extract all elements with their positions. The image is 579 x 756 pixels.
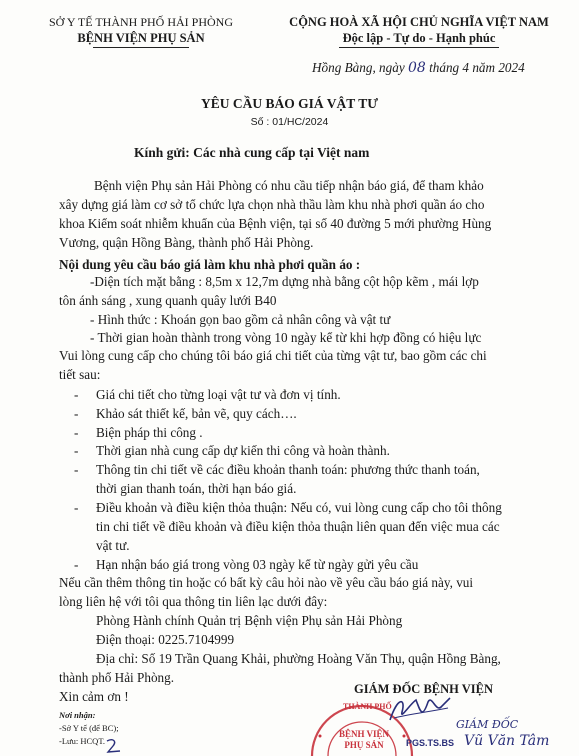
bullet-mark: - — [74, 462, 79, 477]
country-name: CỘNG HOÀ XÃ HỘI CHỦ NGHĨA VIỆT NAM — [289, 15, 549, 29]
greeting: Kính gửi: Các nhà cung cấp tại Việt nam — [134, 145, 370, 160]
section-line-2: tôn ánh sáng , xung quanh quây lưới B40 — [59, 293, 277, 308]
bullet-item: - Biện pháp thi công . — [74, 425, 203, 440]
intro-line-1: Bệnh viện Phụ sản Hải Phòng có nhu cầu tiếp nhận báo giá, để tham khảo — [94, 178, 484, 193]
bullet-continuation: tin chi tiết về điều khoản và điều kiện thỏa thuận liên quan đến việc mua các — [96, 519, 500, 534]
stamp-center-line: PHỤ SẢN — [344, 740, 384, 750]
recipient-item: -Sở Y tế (để BC); — [59, 723, 119, 733]
bullet-mark: - — [74, 406, 79, 421]
motto: Độc lập - Tự do - Hạnh phúc — [342, 31, 496, 45]
contact-phone: Điện thoại: 0225.7104999 — [96, 632, 235, 647]
intro-line-4: Vương, quận Hồng Bàng, thành phố Hải Phòng. — [59, 235, 314, 250]
date-line — [312, 58, 525, 78]
request-line-2: tiết sau: — [59, 367, 101, 382]
bullet-continuation: thời gian thanh toán, thời hạn báo giá. — [96, 481, 297, 496]
bullet-item: - Khảo sát thiết kế, bản vẽ, quy cách…. — [74, 406, 297, 421]
contact-address-2: thành phố Hải Phòng. — [59, 670, 175, 685]
header-right — [262, 14, 576, 48]
bullet-mark: - — [74, 425, 79, 440]
bullet-mark: - — [74, 500, 79, 515]
stamp-center-line: BỆNH VIỆN — [338, 729, 390, 739]
doc-number: Số : 01/HC/2024 — [250, 116, 329, 128]
signature — [384, 690, 456, 730]
request-line-1: Vui lòng cung cấp cho chúng tôi báo giá chi tiết của từng vật tư, bao gồm các chi — [59, 348, 487, 363]
bullet-item: - Giá chi tiết cho từng loại vật tư và đơn vị tính. — [74, 387, 341, 402]
date-prefix: Hồng Bàng, ngày — [312, 60, 405, 75]
contact-address-1: Địa chỉ: Số 19 Trần Quang Khải, phường Hoàng Văn Thụ, quận Hồng Bàng, — [96, 651, 501, 666]
section-title: Nội dung yêu cầu báo giá làm khu nhà phơi quần áo : — [59, 257, 361, 272]
date-suffix: tháng 4 năm 2024 — [429, 60, 525, 75]
recipient-item: -Lưu: HCQT. — [59, 736, 105, 746]
doc-title: YÊU CẦU BÁO GIÁ VẬT TƯ — [201, 96, 378, 111]
intro-line-2: xây dựng giá làm cơ sở tổ chức lựa chọn nhà thầu làm khu nhà phơi quần áo cho — [59, 197, 485, 212]
date-day: 08 — [407, 60, 426, 76]
contact-department: Phòng Hành chính Quản trị Bệnh viện Phụ sản Hải Phòng — [96, 613, 403, 628]
initials-mark — [104, 738, 126, 754]
thanks: Xin cảm ơn ! — [59, 689, 129, 704]
contact-line-2: lòng liên hệ với tôi qua thông tin liên lạc dưới đây: — [59, 594, 328, 609]
org-main: BỆNH VIỆN PHỤ SẢN — [77, 31, 205, 45]
header-left — [10, 14, 272, 48]
bullet-mark: - — [74, 387, 79, 402]
bullet-item: - Hạn nhận báo giá trong vòng 03 ngày kể từ ngày gửi yêu cầu — [74, 557, 419, 572]
contact-line-1: Nếu cần thêm thông tin hoặc có bất kỳ câu hỏi nào về yêu cầu báo giá này, vui — [59, 575, 474, 590]
section-line-1: -Diện tích mặt bằng : 8,5m x 12,7m dựng nhà bằng cột hộp kẽm , mái lợp — [90, 274, 479, 289]
bullet-mark: - — [74, 557, 79, 572]
bullet-item: - Thời gian nhà cung cấp dự kiến thi công và hoàn thành. — [74, 443, 390, 458]
motto-underline — [339, 47, 499, 48]
intro-line-3: khoa Kiểm soát nhiễm khuẩn của Bệnh viện, tại số 40 đường 5 mới phường Hùng — [59, 216, 492, 231]
org-underline — [93, 47, 189, 48]
org-top: SỞ Y TẾ THÀNH PHỐ HẢI PHÒNG — [48, 15, 233, 29]
bullet-item: - Điều khoản và điều kiện thỏa thuận: Nếu có, vui lòng cung cấp cho tôi thông — [74, 500, 502, 515]
section-line-4: - Thời gian hoàn thành trong vòng 10 ngày kể từ khi hợp đồng có hiệu lực — [90, 330, 482, 345]
bullet-mark: - — [74, 443, 79, 458]
stamp-top-text: THÀNH PHỐ — [343, 702, 392, 711]
signer-title: GIÁM ĐỐC BỆNH VIỆN — [354, 682, 494, 696]
handwritten-title: GIÁM ĐỐC — [456, 718, 519, 731]
section-line-3: - Hình thức : Khoán gọn bao gồm cả nhân công và vật tư — [90, 312, 391, 327]
bullet-continuation: vật tư. — [96, 538, 130, 553]
recipients-label: Nơi nhận: — [59, 710, 96, 720]
signer-name: Vũ Văn Tâm — [464, 733, 550, 749]
bullet-item: - Thông tin chi tiết về các điều khoản thanh toán: phương thức thanh toán, — [74, 462, 480, 477]
signer-prefix: PGS.TS.BS — [406, 738, 455, 748]
